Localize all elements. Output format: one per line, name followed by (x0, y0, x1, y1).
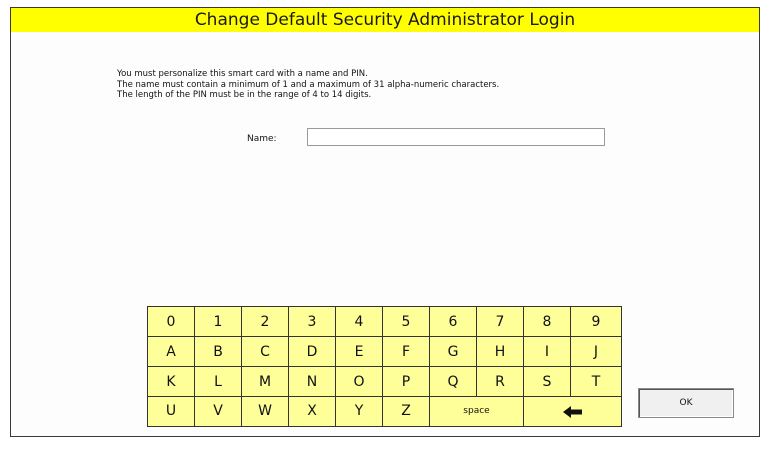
instruction-line: You must personalize this smart card with a name and PIN. (117, 69, 368, 79)
key-h[interactable]: H (477, 337, 524, 367)
key-2[interactable]: 2 (242, 307, 289, 337)
key-r[interactable]: R (477, 367, 524, 397)
key-9[interactable]: 9 (571, 307, 621, 337)
key-m[interactable]: M (242, 367, 289, 397)
key-i[interactable]: I (524, 337, 571, 367)
key-3[interactable]: 3 (289, 307, 336, 337)
key-g[interactable]: G (430, 337, 477, 367)
name-input[interactable] (307, 128, 605, 146)
key-p[interactable]: P (383, 367, 430, 397)
backspace-arrow-icon (563, 406, 583, 418)
key-s[interactable]: S (524, 367, 571, 397)
key-o[interactable]: O (336, 367, 383, 397)
key-w[interactable]: W (242, 397, 289, 426)
key-u[interactable]: U (148, 397, 195, 426)
key-a[interactable]: A (148, 337, 195, 367)
key-q[interactable]: Q (430, 367, 477, 397)
key-8[interactable]: 8 (524, 307, 571, 337)
key-4[interactable]: 4 (336, 307, 383, 337)
key-6[interactable]: 6 (430, 307, 477, 337)
key-t[interactable]: T (571, 367, 621, 397)
key-l[interactable]: L (195, 367, 242, 397)
key-1[interactable]: 1 (195, 307, 242, 337)
name-label: Name: (247, 134, 277, 144)
key-k[interactable]: K (148, 367, 195, 397)
key-backspace[interactable] (524, 397, 621, 426)
key-z[interactable]: Z (383, 397, 430, 426)
key-n[interactable]: N (289, 367, 336, 397)
key-c[interactable]: C (242, 337, 289, 367)
key-v[interactable]: V (195, 397, 242, 426)
on-screen-keyboard (147, 306, 622, 427)
ok-button[interactable]: OK (638, 388, 734, 418)
instructions (117, 69, 499, 101)
key-space[interactable]: space (430, 397, 524, 426)
key-j[interactable]: J (571, 337, 621, 367)
dialog-window (10, 7, 760, 437)
key-d[interactable]: D (289, 337, 336, 367)
key-5[interactable]: 5 (383, 307, 430, 337)
instruction-line: The length of the PIN must be in the range of 4 to 14 digits. (117, 90, 372, 100)
instruction-line: The name must contain a minimum of 1 and a maximum of 31 alpha-numeric characters. (117, 79, 500, 90)
key-0[interactable]: 0 (148, 307, 195, 337)
dialog-title: Change Default Security Administrator Login (11, 8, 759, 32)
key-x[interactable]: X (289, 397, 336, 426)
key-7[interactable]: 7 (477, 307, 524, 337)
key-y[interactable]: Y (336, 397, 383, 426)
key-f[interactable]: F (383, 337, 430, 367)
key-e[interactable]: E (336, 337, 383, 367)
key-b[interactable]: B (195, 337, 242, 367)
